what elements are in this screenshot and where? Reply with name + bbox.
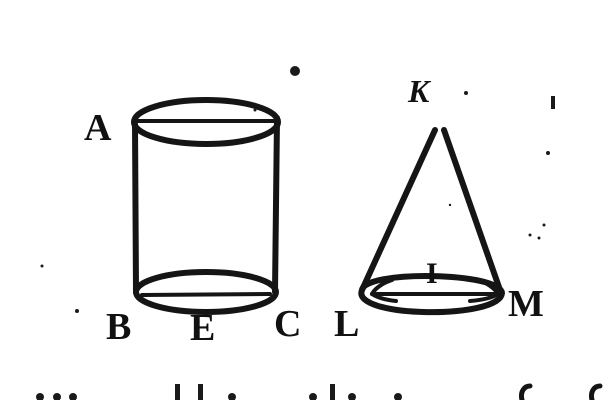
- cylinder-bottom-ellipse: [136, 272, 276, 312]
- scan-specks: [41, 66, 556, 313]
- fragment: [521, 386, 530, 400]
- speck: [449, 204, 451, 206]
- fragment: [348, 393, 356, 400]
- fragment: [198, 384, 203, 400]
- label-L: L: [334, 303, 360, 345]
- fragment: [69, 393, 77, 400]
- speck: [543, 224, 546, 227]
- cylinder-bottom-diameter: [142, 294, 270, 295]
- label-C: C: [274, 303, 302, 345]
- speck: [551, 96, 555, 109]
- speck: [290, 66, 300, 76]
- speck: [529, 234, 532, 237]
- fragment: [53, 393, 61, 400]
- label-A: A: [84, 107, 112, 149]
- label-B: B: [106, 306, 132, 348]
- fragment: [394, 393, 402, 400]
- cone-left-slant: [362, 130, 435, 290]
- speck: [538, 237, 541, 240]
- cylinder-left-side: [135, 124, 136, 292]
- speck: [464, 91, 468, 95]
- bottom-text-fragments: [36, 384, 600, 400]
- label-M: M: [508, 283, 544, 325]
- cone-right-slant: [444, 130, 500, 290]
- speck: [254, 109, 257, 112]
- cylinder: [134, 100, 278, 312]
- label-E: E: [190, 307, 216, 349]
- label-K: K: [408, 73, 430, 109]
- fragment: [309, 393, 317, 400]
- speck: [75, 309, 79, 313]
- fragment: [175, 384, 180, 400]
- speck: [41, 265, 44, 268]
- fragment: [330, 384, 335, 400]
- cylinder-right-side: [275, 118, 277, 292]
- fragment: [591, 386, 600, 400]
- label-I: I: [426, 257, 438, 290]
- speck: [546, 151, 550, 155]
- fragment: [228, 393, 236, 400]
- fragment: [36, 393, 44, 400]
